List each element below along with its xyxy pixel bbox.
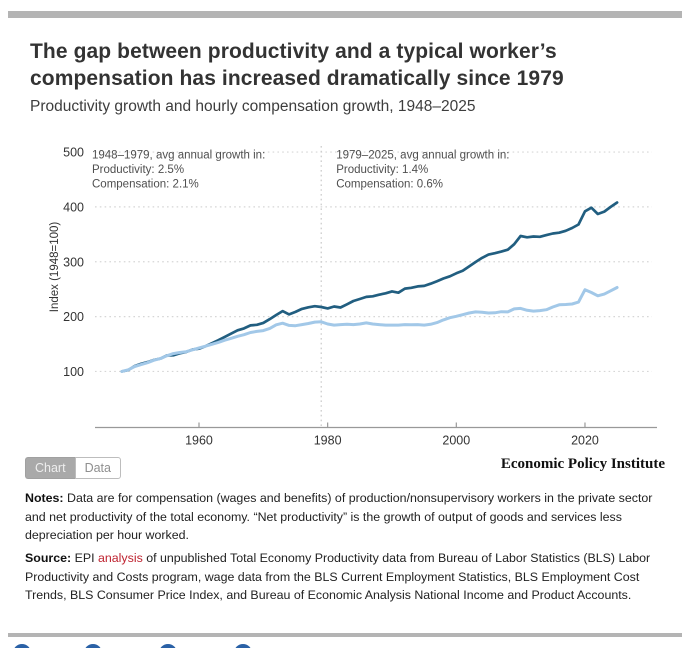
- y-tick-300: 300: [63, 255, 84, 270]
- x-tick-2020: 2020: [571, 433, 599, 448]
- y-tick-200: 200: [63, 310, 84, 325]
- annotation-1-line-3: Compensation: 2.1%: [92, 178, 199, 191]
- notes-text: Notes: Data are for compensation (wages and benefits) of production/nonsupervisory workers in the private sector and net productivity of the total economy. “Net productivity” is the growth of output of goods and services less depreciation per hour worked.: [25, 491, 653, 543]
- x-tick-2000: 2000: [442, 433, 471, 448]
- productivity-line: [122, 203, 617, 372]
- x-tick-1980: 1980: [313, 433, 342, 448]
- analysis-link[interactable]: analysis: [98, 551, 143, 565]
- tab-data[interactable]: Data: [75, 457, 121, 479]
- source-text: Source: EPI analysis of unpublished Total Economy Productivity data from Bureau of Labor Statistics (BLS) Labor Productivity and Costs program, wage data from the BLS Current Employment Statistics, BLS Employment Cost Trends, BLS Consumer Price Index, and Bureau of Economic Analysis National Income and Product Accounts.: [25, 551, 651, 603]
- chart-title: The gap between productivity and a typical worker’s compensation has increased dramatically since 1979: [30, 40, 564, 91]
- tab-chart[interactable]: Chart: [25, 457, 75, 479]
- bottom-divider-bar: [8, 633, 682, 637]
- x-tick-1960: 1960: [185, 433, 213, 448]
- annotation-2-line-3: Compensation: 0.6%: [336, 178, 443, 191]
- annotation-2-line-2: Productivity: 1.4%: [336, 163, 429, 176]
- annotation-2-line-1: 1979–2025, avg annual growth in:: [336, 149, 510, 162]
- epi-wordmark: Economic Policy Institute: [500, 456, 665, 472]
- annotation-1-line-1: 1948–1979, avg annual growth in:: [92, 149, 266, 162]
- y-tick-100: 100: [63, 364, 84, 379]
- chart-data-toggle: [25, 457, 121, 479]
- y-tick-500: 500: [63, 145, 84, 160]
- compensation-line: [122, 288, 617, 372]
- chart-subtitle: Productivity growth and hourly compensation growth, 1948–2025: [30, 98, 476, 115]
- y-axis-label: Index (1948=100): [49, 221, 61, 313]
- notes-label: Notes:: [25, 491, 64, 505]
- y-tick-400: 400: [63, 200, 84, 215]
- annotation-1-line-2: Productivity: 2.5%: [92, 163, 185, 176]
- source-label: Source:: [25, 551, 72, 565]
